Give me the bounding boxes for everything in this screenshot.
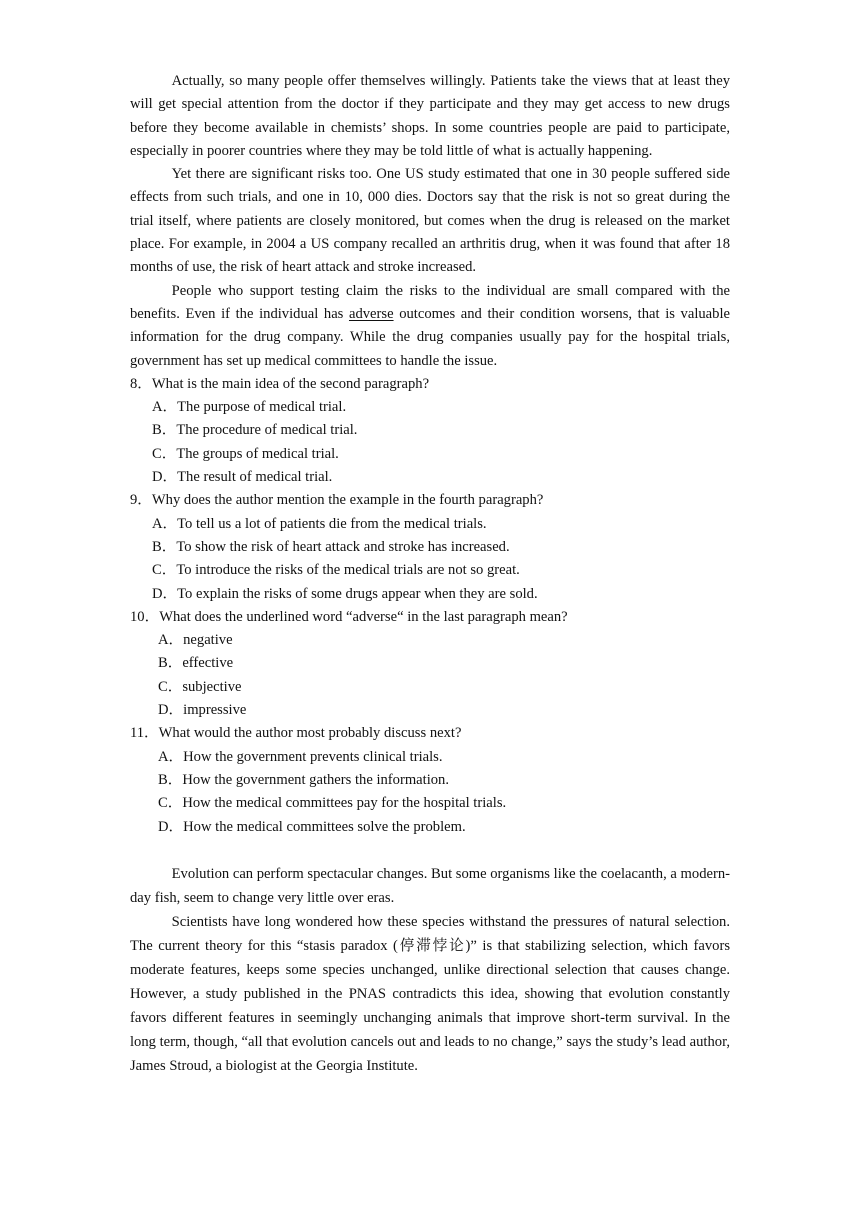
question-stem <box>130 489 730 512</box>
question-text: Why does the author mention the example in the fourth paragraph? <box>151 492 544 509</box>
paragraph-text: outcomes and their condition worsens, that is valuable information for the drug company. While the drug companies usually pay for the hospital trials, government has set up medical committees to handle the issue. <box>130 305 730 369</box>
answer-option: D．The result of medical trial. <box>152 469 333 486</box>
question-stem <box>130 606 730 629</box>
answer-option: C．To introduce the risks of the medical trials are not so great. <box>152 562 520 579</box>
answer-option: A．To tell us a lot of patients die from the medical trials. <box>152 515 487 532</box>
answer-option: A．How the government prevents clinical trials. <box>158 748 443 765</box>
underlined-word: adverse <box>348 305 394 322</box>
passage-paragraph <box>130 280 730 373</box>
passage-one <box>130 70 730 373</box>
question-number: 10． <box>130 608 160 625</box>
question-text: What does the underlined word “adverse“ in the last paragraph mean? <box>159 608 568 625</box>
answer-option: D．To explain the risks of some drugs appear when they are sold. <box>152 585 538 602</box>
question-block <box>130 722 730 838</box>
document-page <box>130 70 730 1078</box>
answer-option: C．The groups of medical trial. <box>152 445 339 462</box>
answer-option: B．How the government gathers the information. <box>158 771 449 788</box>
question-block <box>130 606 730 722</box>
question-number: 11． <box>130 725 159 742</box>
question-number: 9． <box>130 492 152 509</box>
passage-paragraph: Actually, so many people offer themselves willingly. Patients take the views that at least they will get special attention from the doctor if they participate and they may get access to new drugs before they become available in chemists’ shops. In some countries people are paid to participate, especially in poorer countries where they may be told little of what is actually happening. <box>130 73 730 159</box>
passage-paragraph: Scientists have long wondered how these species withstand the pressures of natural selection. The current theory for this “stasis paradox (停滞悖论)” is that stabilizing selection, which favors moderate features, keeps some species unchanged, unlike directional selection that causes change. However, a study published in the PNAS contradicts this idea, showing that evolution constantly favors different features in seemingly unchanging animals that improve short-term survival. In the long term, though, “all that evolution cancels out and leads to no change,” says the study’s lead author, James Stroud, a biologist at the Georgia Institute. <box>130 913 730 1074</box>
paragraph-text: People who support testing claim the risks to the individual are small compared with the benefits. Even if the individual has <box>130 282 730 322</box>
question-number: 8． <box>130 375 152 392</box>
question-block <box>130 373 730 489</box>
passage-paragraph: Yet there are significant risks too. One US study estimated that one in 30 people suffered side effects from such trials, and one in 10, 000 dies. Doctors say that the risk is not so great during the trial itself, where patients are closely monitored, but comes when the drug is released on the market place. For example, in 2004 a US company recalled an arthritis drug, when it was found that after 18 months of use, the risk of heart attack and stroke increased. <box>130 166 730 276</box>
answer-option: B．The procedure of medical trial. <box>152 422 358 439</box>
passage-two <box>130 862 730 1078</box>
answer-option: B．To show the risk of heart attack and stroke has increased. <box>152 538 510 555</box>
answer-option: D．How the medical committees solve the problem. <box>158 818 466 835</box>
question-stem <box>130 722 730 745</box>
passage-paragraph: Evolution can perform spectacular changes. But some organisms like the coelacanth, a modern-day fish, seem to change very little over eras. <box>130 865 730 906</box>
question-block <box>130 489 730 605</box>
question-text: What is the main idea of the second paragraph? <box>151 375 430 392</box>
answer-option: A．negative <box>158 632 233 649</box>
answer-option: C．subjective <box>158 678 242 695</box>
answer-option: D．impressive <box>158 702 247 719</box>
answer-option: A．The purpose of medical trial. <box>152 399 347 416</box>
question-stem <box>130 373 730 396</box>
answer-option: B．effective <box>158 655 234 672</box>
question-text: What would the author most probably discuss next? <box>158 725 462 742</box>
answer-option: C．How the medical committees pay for the hospital trials. <box>158 795 507 812</box>
section-gap <box>130 839 730 862</box>
